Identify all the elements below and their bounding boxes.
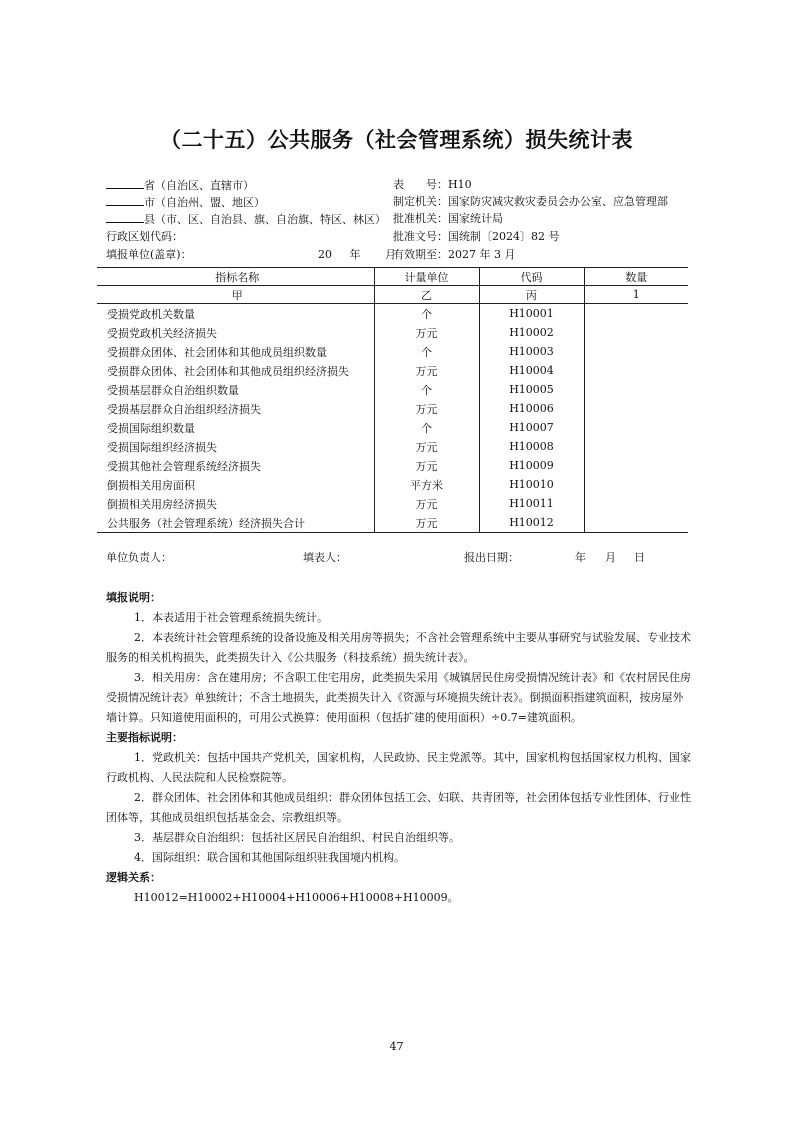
county-line: 县（市、区、自治县、旗、自治旗、特区、林区）	[106, 211, 386, 227]
table-row-total: 公共服务（社会管理系统）经济损失合计 万元 H10012	[97, 513, 688, 533]
fill-notes-heading: 填报说明：	[106, 591, 161, 604]
header-indicator: 指标名称	[97, 268, 374, 286]
table-row: 受损国际组织数量 个 H10007	[97, 418, 688, 437]
fill-note: 3．相关用房：含在建用房；不含职工住宅用房，此类损失采用《城镇居民住房受损情况统计表》和《农村居民住房受损情况统计表》单独统计；不含土地损失，此类损失计入《资源与环境损失统计表》。倒损面积指建筑面积，按房屋外墙计算。只知道使用面积的，可用公式换算：使用面积（包括扩建的使用面积）÷0.7=建筑面积。	[106, 671, 691, 724]
loss-statistics-table	[97, 267, 688, 533]
quantity-cell[interactable]	[584, 418, 688, 437]
table-row: 受损群众团体、社会团体和其他成员组织数量 个 H10003	[97, 342, 688, 361]
quantity-cell[interactable]	[584, 304, 688, 324]
issuing-authority: 制定机关：国家防灾减灾救灾委员会办公室、应急管理部	[393, 195, 668, 208]
city-line: 市（自治州、盟、地区）	[106, 194, 265, 210]
indicator-note: 4．国际组织：联合国和其他国际组织驻我国境内机构。	[134, 851, 405, 864]
report-date-month: 月	[605, 551, 616, 564]
quantity-cell[interactable]	[584, 361, 688, 380]
table-row: 受损党政机关经济损失 万元 H10002	[97, 323, 688, 342]
table-row: 受损基层群众自治组织数量 个 H10005	[97, 380, 688, 399]
quantity-cell[interactable]	[584, 437, 688, 456]
table-row: 受损基层群众自治组织经济损失 万元 H10006	[97, 399, 688, 418]
city-blank[interactable]	[106, 194, 144, 206]
header-code: 代码	[479, 268, 584, 286]
quantity-cell[interactable]	[584, 380, 688, 399]
fill-note: 2．本表统计社会管理系统的设备设施及相关用房等损失；不含社会管理系统中主要从事研究与试验发展、专业技术服务的相关机构损失，此类损失计入《公共服务（科技系统）损失统计表》。	[106, 631, 691, 664]
header-quantity: 数量	[584, 268, 688, 286]
report-date-year: 年	[575, 551, 586, 564]
quantity-cell[interactable]	[584, 456, 688, 475]
approving-authority: 批准机关：国家统计局	[393, 212, 503, 225]
reporting-unit-label: 填报单位(盖章)：	[106, 248, 192, 261]
page-title: （二十五）公共服务（社会管理系统）损失统计表	[160, 128, 633, 152]
logic-heading: 逻辑关系：	[106, 871, 161, 884]
province-line: 省（自治区、直辖市）	[106, 177, 254, 193]
logic-formula: H10012=H10002+H10004+H10006+H10008+H10009。	[134, 891, 459, 904]
indicator-note: 3．基层群众自治组织：包括社区居民自治组织、村民自治组织等。	[134, 831, 460, 844]
form-number: 表 号：H10	[393, 178, 472, 191]
approval-number: 批准文号：国统制〔2024〕82 号	[393, 230, 560, 243]
fill-note: 1．本表适用于社会管理系统损失统计。	[134, 611, 328, 624]
table-row: 倒损相关用房经济损失 万元 H10011	[97, 494, 688, 513]
table-row: 受损国际组织经济损失 万元 H10008	[97, 437, 688, 456]
indicator-note: 1．党政机关：包括中国共产党机关，国家机构，人民政协、民主党派等。其中，国家机构包括国家权力机构、国家行政机构、人民法院和人民检察院等。	[106, 751, 691, 784]
table-header-row	[97, 268, 688, 286]
table-subheader-row: 甲 乙 丙 1	[97, 286, 688, 304]
quantity-cell[interactable]	[584, 323, 688, 342]
quantity-cell[interactable]	[584, 342, 688, 361]
quantity-cell[interactable]	[584, 475, 688, 494]
province-blank[interactable]	[106, 177, 144, 189]
report-date-day: 日	[634, 551, 645, 564]
region-code-label: 行政区划代码：	[106, 230, 183, 243]
date-fill: 20 年 月	[318, 248, 396, 261]
table-row: 受损群众团体、社会团体和其他成员组织经济损失 万元 H10004	[97, 361, 688, 380]
quantity-cell[interactable]	[584, 494, 688, 513]
header-unit: 计量单位	[374, 268, 479, 286]
table-row: 受损党政机关数量 个 H10001	[97, 304, 688, 324]
page-number: 47	[389, 1040, 404, 1053]
indicator-note: 2．群众团体、社会团体和其他成员组织：群众团体包括工会、妇联、共青团等，社会团体包括专业性团体、行业性团体等，其他成员组织包括基金会、宗教组织等。	[106, 791, 691, 824]
table-row: 受损其他社会管理系统经济损失 万元 H10009	[97, 456, 688, 475]
indicator-notes-heading: 主要指标说明：	[106, 731, 183, 744]
quantity-cell[interactable]	[584, 399, 688, 418]
quantity-cell[interactable]	[584, 513, 688, 533]
county-blank[interactable]	[106, 211, 144, 223]
valid-until: 有效期至：2027 年 3 月	[393, 248, 516, 261]
notes-section	[106, 588, 694, 908]
report-date-label: 报出日期：	[464, 551, 519, 564]
unit-leader-label: 单位负责人：	[106, 551, 172, 564]
table-row: 倒损相关用房面积 平方米 H10010	[97, 475, 688, 494]
filler-label: 填表人：	[303, 551, 347, 564]
